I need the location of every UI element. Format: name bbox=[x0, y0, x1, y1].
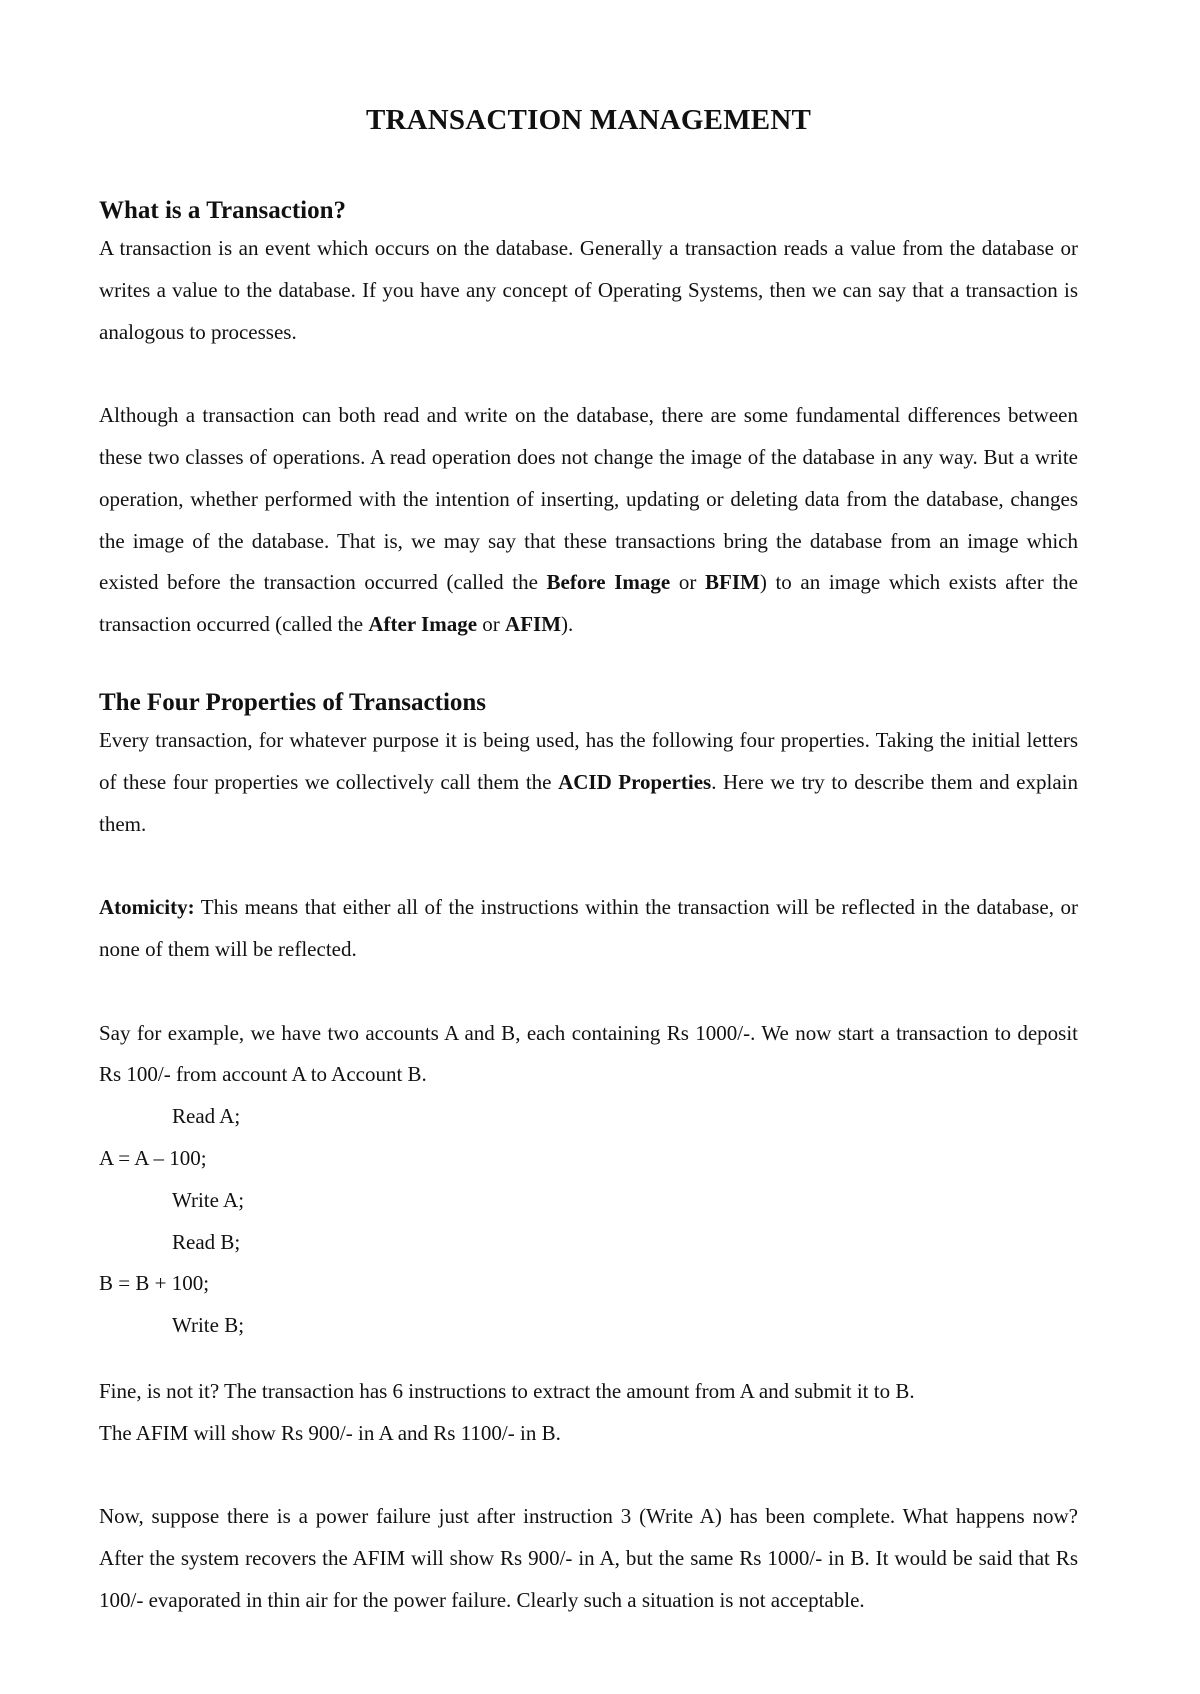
text-span: or bbox=[477, 612, 506, 637]
bold-term-afim: AFIM bbox=[505, 612, 562, 637]
code-line-write-a: Write A; bbox=[172, 1187, 245, 1212]
paragraph-read-write-differences bbox=[99, 395, 1078, 646]
paragraph-fine-line-1: Fine, is not it? The transaction has 6 instructions to extract the amount from A and submit it to B. bbox=[99, 1378, 915, 1403]
code-line-a-minus: A = A – 100; bbox=[99, 1145, 207, 1170]
text-span: This means that either all of the instructions within the transaction will be reflected in the database, or none of them will be reflected. bbox=[99, 895, 1078, 961]
paragraph-acid-intro bbox=[99, 720, 1078, 845]
section-heading-what-is-transaction: What is a Transaction? bbox=[99, 197, 347, 224]
code-line-write-b: Write B; bbox=[172, 1313, 245, 1338]
text-span: or bbox=[670, 570, 706, 595]
bold-term-atomicity: Atomicity: bbox=[99, 895, 195, 920]
paragraph-example: Say for example, we have two accounts A and B, each containing Rs 1000/-. We now start a transaction to deposit Rs 100/- from account A to Account B. bbox=[99, 1020, 1078, 1087]
text-span: ). bbox=[561, 612, 574, 637]
paragraph-atomicity bbox=[99, 887, 1078, 971]
section-heading-four-properties: The Four Properties of Transactions bbox=[99, 688, 487, 716]
code-line-b-plus: B = B + 100; bbox=[99, 1271, 210, 1296]
bold-term-before-image: Before Image bbox=[546, 570, 671, 595]
code-block bbox=[99, 1096, 1078, 1347]
code-line-read-a: Read A; bbox=[172, 1104, 241, 1129]
bold-term-bfim: BFIM bbox=[705, 570, 760, 595]
bold-term-acid-properties: ACID Properties bbox=[558, 769, 712, 794]
code-line-read-b: Read B; bbox=[172, 1229, 241, 1254]
text-span: Every transaction, for whatever purpose it is being used, has the following four properties. Taking the initial letters of these four properties we collectively call them the bbox=[99, 727, 1078, 794]
paragraph-power-failure: Now, suppose there is a power failure just after instruction 3 (Write A) has been complete. What happens now? After the system recovers the AFIM will show Rs 900/- in A, but the same Rs 1000/- in B. It would be said that Rs 100/- evaporated in thin air for the power failure. Clearly such a situation is not acceptable. bbox=[99, 1504, 1078, 1612]
text-span: . Here we try to describe them and explain them. bbox=[99, 769, 1078, 836]
bold-term-after-image: After Image bbox=[368, 612, 478, 637]
text-span: Although a transaction can both read and write on the database, there are some fundamental differences between these two classes of operations. A read operation does not change the image of the database in any way. But a write operation, whether performed with the intention of inserting, updating or deleting data from the database, changes the image of the database. That is, we may say that these transactions bring the database from an image which existed before the transaction occurred (called the bbox=[99, 403, 1078, 595]
document-title: TRANSACTION MANAGEMENT bbox=[365, 104, 812, 136]
text-span: ) to an image which exists after the transaction occurred (called the bbox=[99, 570, 1078, 637]
paragraph-transaction-definition: A transaction is an event which occurs on the database. Generally a transaction reads a value from the database or writes a value to the database. If you have any concept of Operating Systems, then we can say that a transaction is analogous to processes. bbox=[99, 236, 1078, 344]
paragraph-fine-line-2: The AFIM will show Rs 900/- in A and Rs 1100/- in B. bbox=[99, 1420, 561, 1445]
